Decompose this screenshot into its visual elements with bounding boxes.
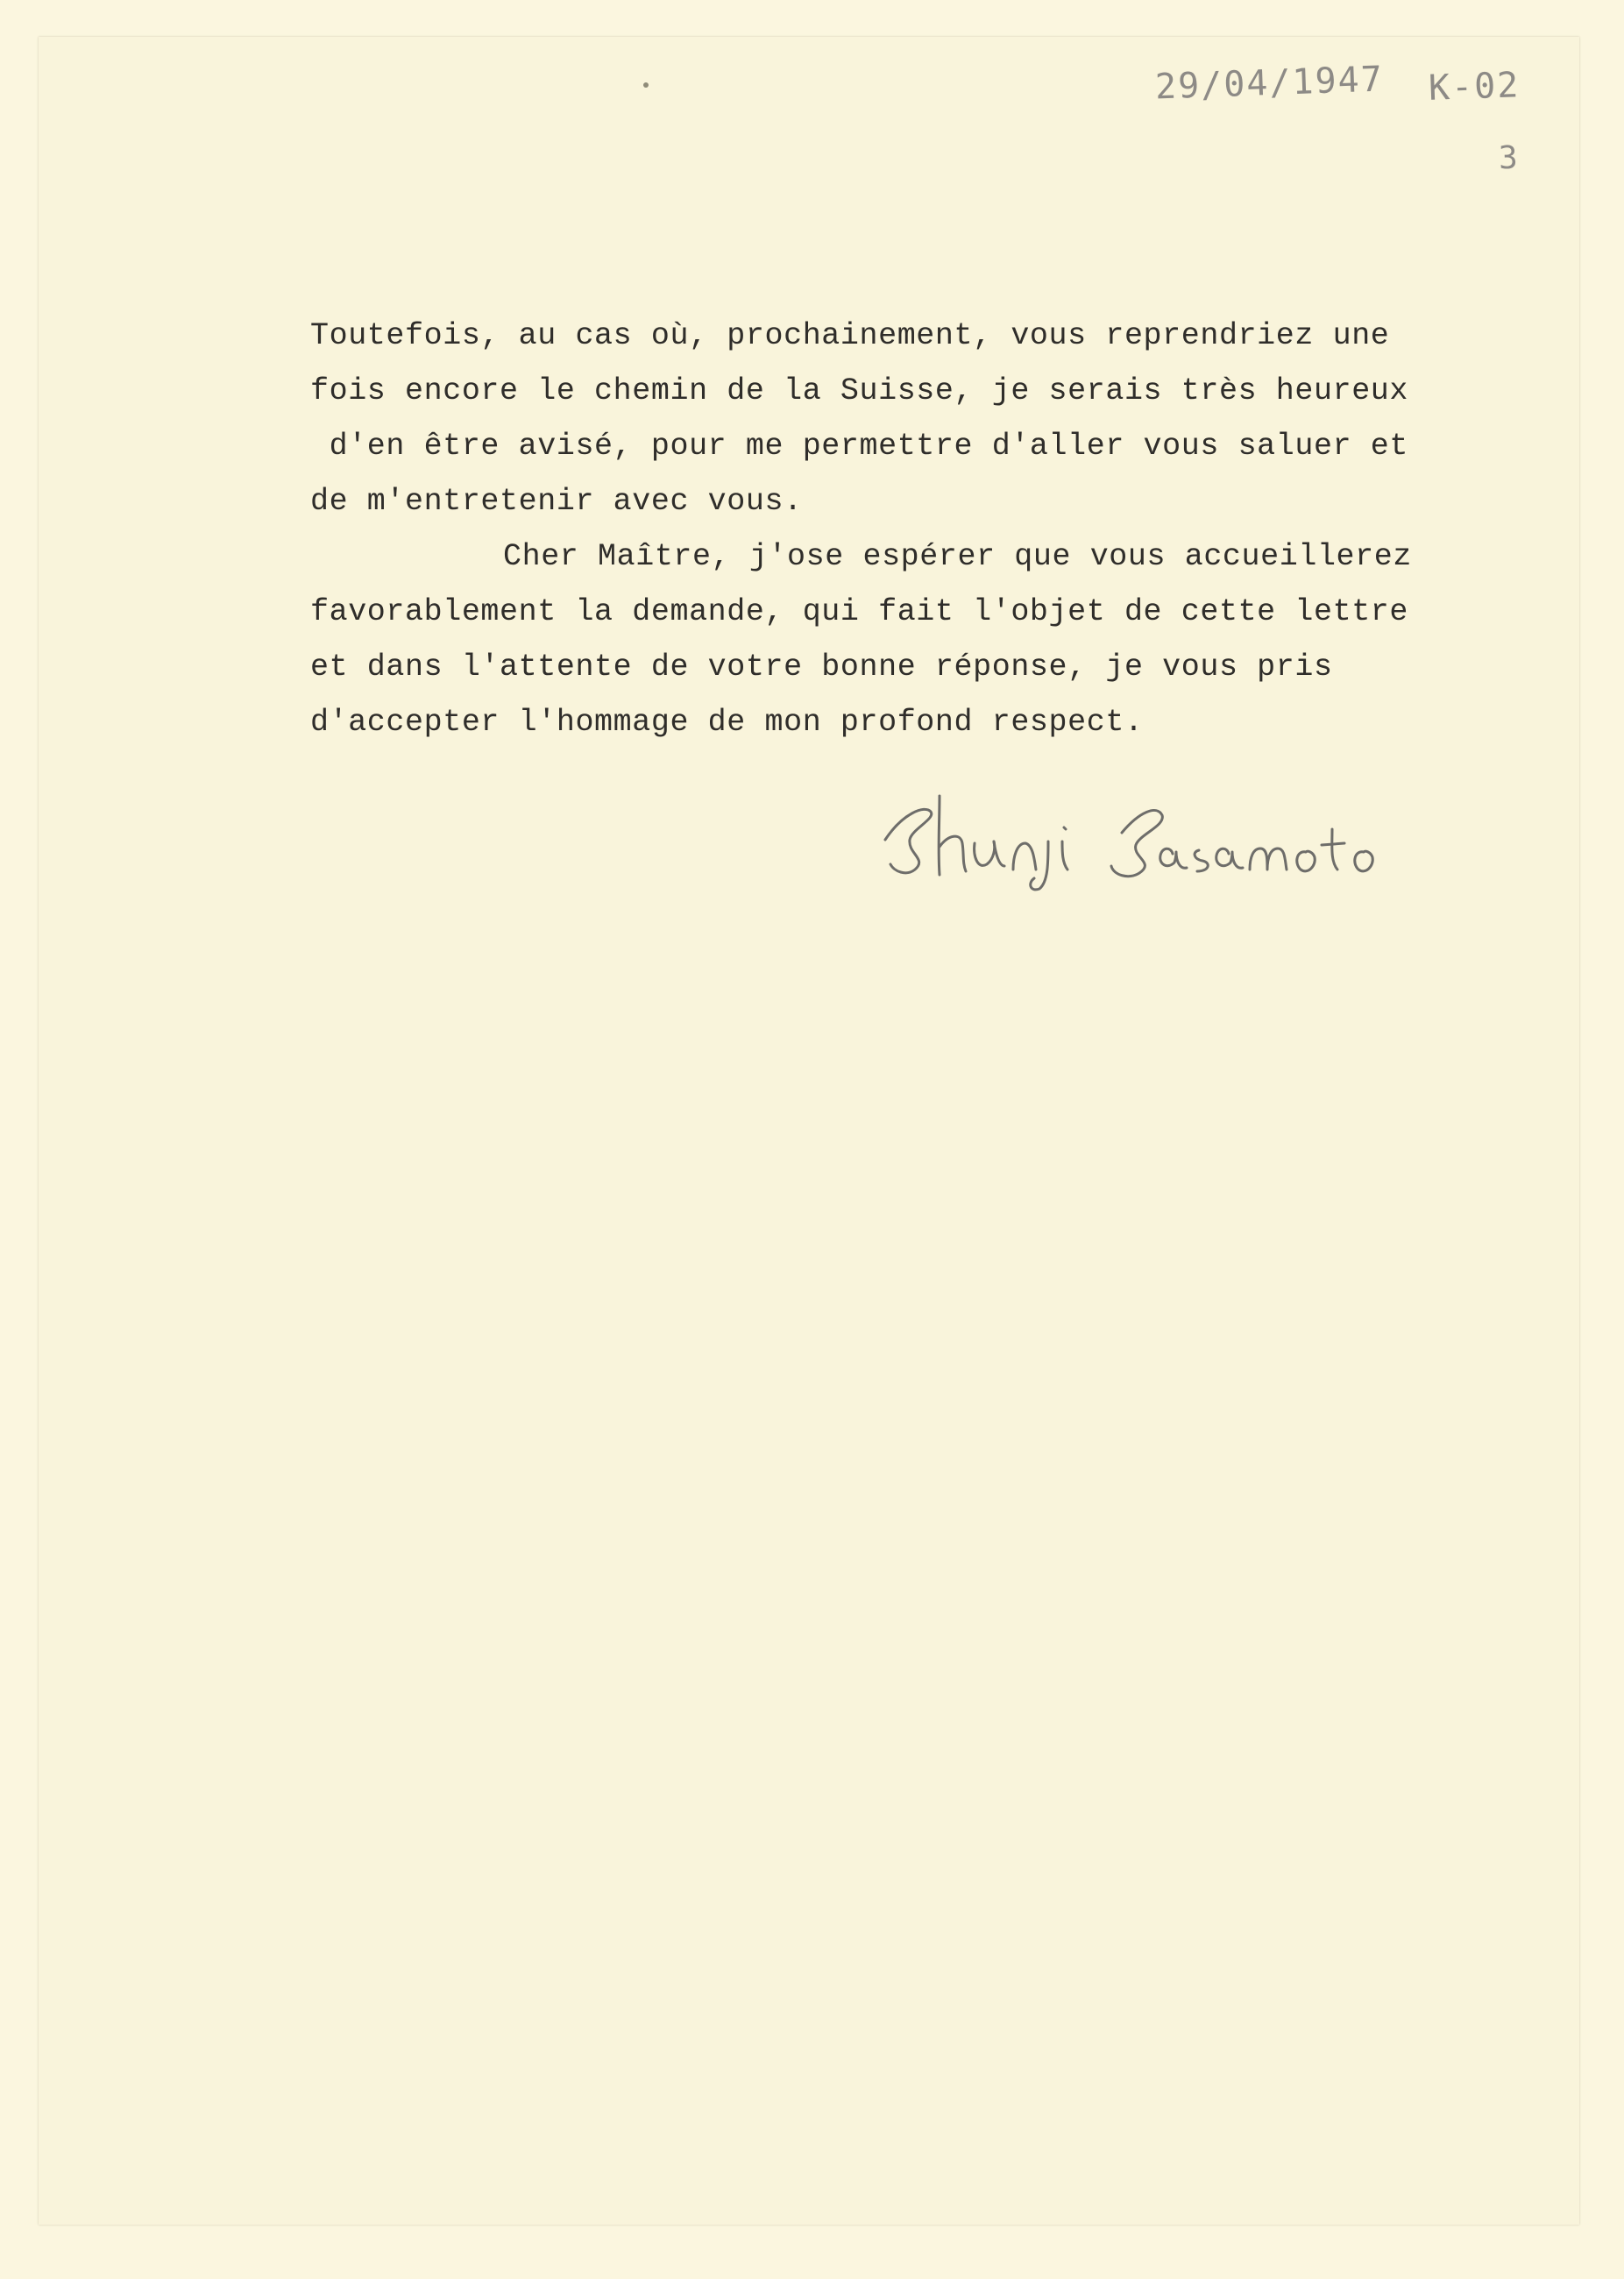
archive-page-number: 3 (1498, 139, 1521, 177)
letter-body (310, 309, 1476, 750)
paper-speck (643, 82, 649, 88)
letter-line: et dans l'attente de votre bonne réponse, je vous pris (310, 650, 1333, 685)
letter-line: d'en être avisé, pour me permettre d'aller vous saluer et (310, 429, 1408, 464)
letter-line: d'accepter l'hommage de mon profond respect. (310, 705, 1144, 740)
letter-line: favorablement la demande, qui fait l'objet de cette lettre (310, 594, 1408, 629)
letter-line: fois encore le chemin de la Suisse, je serais très heureux (310, 373, 1408, 408)
handwritten-signature (876, 778, 1455, 892)
letter-line: Cher Maître, j'ose espérer que vous accueillerez (503, 539, 1412, 574)
signature-graphic (876, 778, 1455, 892)
letter-line: de m'entretenir avec vous. (310, 484, 803, 519)
archive-code-annotation: K-02 (1428, 65, 1521, 109)
archive-date-annotation: 29/04/1947 (1154, 59, 1385, 108)
letter-line: Toutefois, au cas où, prochainement, vous reprendriez une (310, 318, 1390, 353)
